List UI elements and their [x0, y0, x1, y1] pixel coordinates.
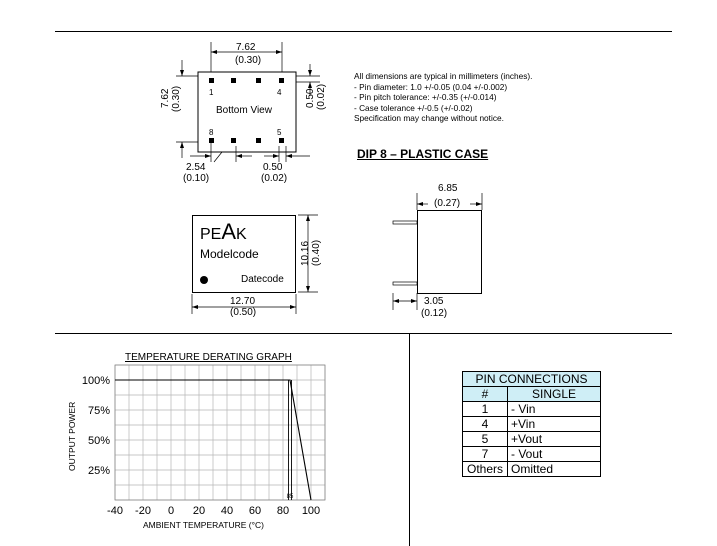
derating-chart	[70, 360, 340, 520]
pin-number: 1	[463, 402, 508, 417]
logo-k: K	[236, 226, 247, 243]
pin-function: - Vin	[508, 402, 601, 417]
note-line: - Pin diameter: 1.0 +/-0.05 (0.04 +/-0.002)	[354, 81, 508, 92]
right-dim-in: (0.02)	[316, 83, 327, 110]
package-width-in: (0.50)	[230, 307, 257, 318]
pin-connections-table	[462, 371, 601, 477]
x-tick-label: 0	[167, 505, 175, 517]
pin-function: +Vout	[508, 432, 601, 447]
dip-pin-7	[231, 138, 236, 143]
logo-a: A	[221, 219, 237, 244]
bottom-dim-in: (0.02)	[261, 173, 288, 184]
left-dim-in: (0.30)	[171, 85, 182, 112]
x-tick-label: -40	[107, 505, 123, 517]
pitch-dim-in: (0.10)	[183, 173, 210, 184]
dip-pin-8	[209, 138, 214, 143]
pin-function: Omitted	[508, 462, 601, 477]
package-height-mm: 10.16	[300, 240, 311, 266]
package-width-mm: 12.70	[230, 296, 256, 307]
dip-pin-2	[231, 78, 236, 83]
side-width-mm: 6.85	[438, 183, 458, 194]
pin-number: 7	[463, 447, 508, 462]
x-tick-label: 100	[301, 505, 321, 517]
note-line: - Case tolerance +/-0.5 (+/-0.02)	[354, 102, 473, 113]
pin-table-col-num: #	[463, 387, 508, 402]
side-width-in: (0.27)	[434, 198, 461, 209]
side-pin-mm: 3.05	[424, 296, 444, 307]
x-tick-label: 80	[276, 505, 290, 517]
table-row	[463, 432, 601, 447]
right-dim-mm: 0.50	[305, 88, 316, 108]
note-line: All dimensions are typical in millimeters (inches).	[354, 71, 533, 81]
pin-label-8: 8	[209, 128, 214, 137]
x-tick-label: 20	[192, 505, 206, 517]
left-dim-mm: 7.62	[160, 88, 171, 108]
side-pin-in: (0.12)	[421, 308, 448, 319]
dip-pin-3	[256, 78, 261, 83]
package-dimensions	[190, 210, 330, 325]
logo-pe: PE	[200, 226, 222, 243]
y-tick-label: 25%	[87, 465, 110, 477]
dip-title: DIP 8 – PLASTIC CASE	[357, 147, 489, 161]
plot-frame	[115, 365, 325, 500]
pin-label-1: 1	[209, 88, 214, 97]
pin-table-title: PIN CONNECTIONS	[463, 372, 601, 387]
y-tick-label: 50%	[87, 435, 110, 447]
top-dim-in: (0.30)	[235, 55, 262, 66]
dimension-notes	[354, 71, 532, 124]
pin-number: 5	[463, 432, 508, 447]
table-row	[463, 447, 601, 462]
modelcode-label: Modelcode	[200, 247, 259, 261]
pitch-dim-mm: 2.54	[186, 162, 206, 173]
table-row	[463, 402, 601, 417]
pin-label-4: 4	[277, 88, 282, 97]
pin-number: Others	[463, 462, 508, 477]
pin-number: 4	[463, 417, 508, 432]
dip-pin-1	[209, 78, 214, 83]
table-row	[463, 417, 601, 432]
note-line: - Pin pitch tolerance: +/-0.35 (+/-0.014)	[354, 92, 497, 102]
bottom-divider	[409, 333, 410, 546]
x-tick-label: -20	[135, 505, 151, 517]
dip-pin-6	[256, 138, 261, 143]
pin-table-col-single: SINGLE	[508, 387, 601, 402]
bottom-view-label: Bottom View	[216, 105, 272, 116]
pin-function: - Vout	[508, 447, 601, 462]
table-row	[463, 462, 601, 477]
y-tick-label: 75%	[87, 405, 110, 417]
dip-pin-5	[279, 138, 284, 143]
bottom-dim-mm: 0.50	[263, 162, 283, 173]
graph-title: TEMPERATURE DERATING GRAPH	[125, 352, 292, 363]
datecode-label: Datecode	[241, 274, 284, 285]
pin-function: +Vin	[508, 417, 601, 432]
graph-xlabel: AMBIENT TEMPERATURE (°C)	[143, 520, 264, 530]
top-dim-mm: 7.62	[236, 42, 256, 53]
note-line: Specification may change without notice.	[354, 113, 504, 123]
x-tick-label: 40	[220, 505, 234, 517]
middle-rule	[55, 333, 672, 334]
graph-ylabel: OUTPUT POWER	[67, 401, 77, 471]
dip-pin-4	[279, 78, 284, 83]
top-rule	[55, 31, 672, 32]
marker-label: 85	[286, 494, 294, 500]
x-tick-label: 60	[248, 505, 262, 517]
package-height-in: (0.40)	[311, 239, 322, 266]
y-tick-label: 100%	[81, 375, 110, 387]
pin-label-5: 5	[277, 128, 282, 137]
